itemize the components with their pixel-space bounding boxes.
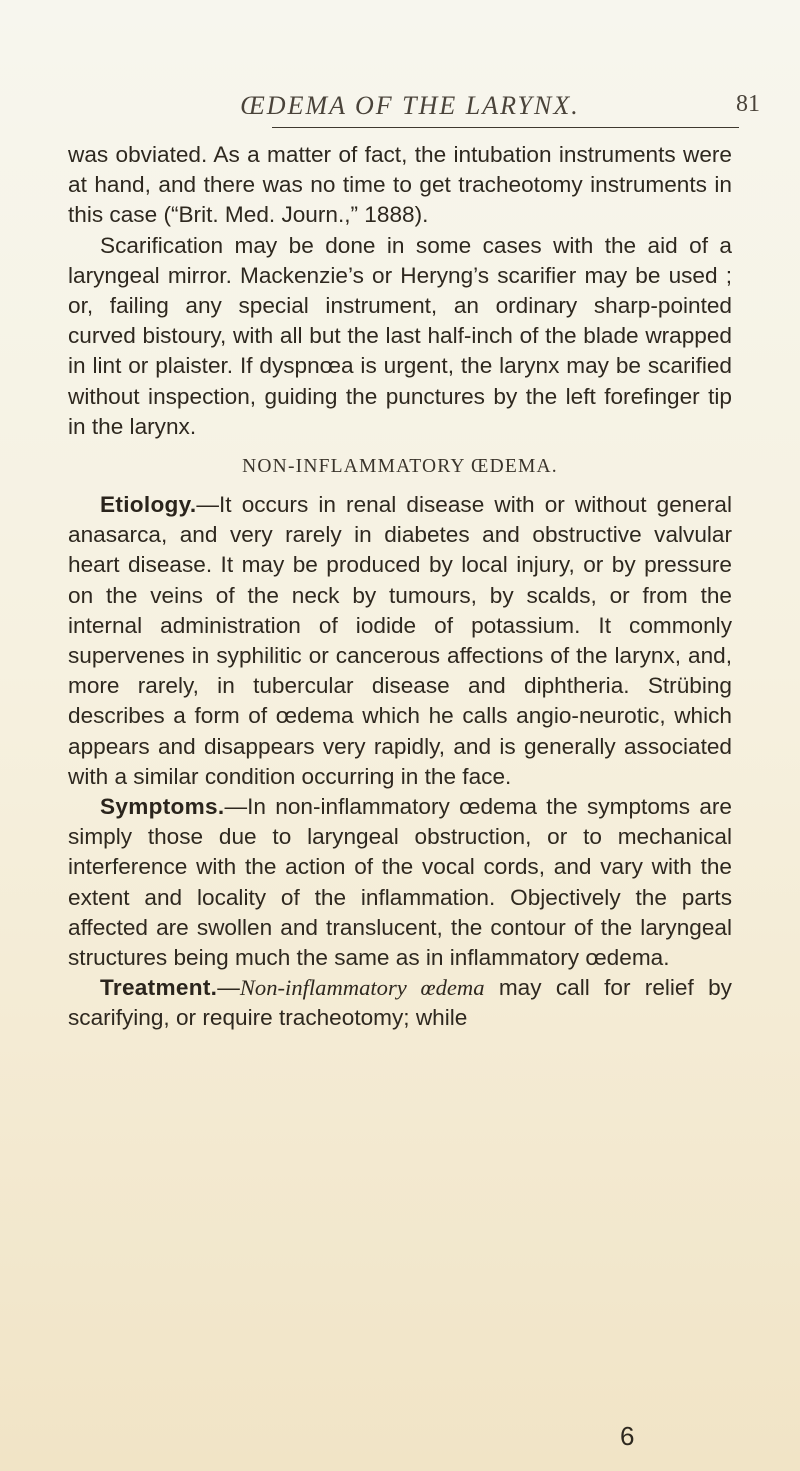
page-header <box>60 91 760 127</box>
signature-mark: 6 <box>620 1421 635 1451</box>
paragraph-symptoms <box>68 792 732 973</box>
treatment-dash: — <box>217 975 240 1001</box>
paragraph-continuation: was obviated. As a matter of fact, the intubation instruments were at hand, and there was no time to get tracheotomy instruments in this case (“Brit. Med. Journ.,” 1888). <box>68 142 732 228</box>
body-text <box>68 140 732 1034</box>
etiology-label: Etiology. <box>100 492 197 518</box>
paragraph-treatment <box>68 973 732 1033</box>
treatment-label: Treatment. <box>100 975 218 1001</box>
symptoms-text: —In non-inflammatory œdema the symptoms are simply those due to laryngeal obstruction, or to mechanical interference with the action of the vocal cords, and vary with the extent and locality of the inflammation. Objectively the parts affected are swollen and translucent, the contour of the laryngeal structures being much the same as in inflammatory œdema. <box>68 794 732 971</box>
section-heading: NON-INFLAMMATORY ŒDEMA. <box>242 456 558 478</box>
paragraph-scarification: Scarification may be done in some cases with the aid of a laryngeal mirror. Mackenzie’s or Heryng’s scarifier may be used ; or, failing any special instrument, an ordinary sharp-pointed curved bistoury, with all but the last half-inch of the blade wrapped in lint or plaister. If dyspnœa is urgent, the larynx may be scarified without inspection, guiding the punctures by the left forefinger tip in the larynx. <box>68 232 732 439</box>
page-number: 81 <box>736 91 760 117</box>
treatment-italic: Non-inflammatory œdema <box>239 975 485 1001</box>
symptoms-label: Symptoms. <box>100 794 225 820</box>
running-title: ŒDEMA OF THE LARYNX. <box>240 91 580 120</box>
etiology-text: —It occurs in renal disease with or without general anasarca, and very rarely in diabetes and obstructive valvular heart disease. It may be produced by local injury, or by pressure on the veins of the neck by tumours, by scalds, or from the internal administration of iodide of potassium. It commonly supervenes in syphilitic or cancerous affections of the larynx, and, more rarely, in tubercular disease and diphtheria. Strübing describes a form of œdema which he calls angio-neurotic, which appears and disappears very rapidly, and is generally associated with a similar condition occurring in the face. <box>68 492 732 789</box>
header-rule <box>272 127 739 128</box>
paragraph-etiology <box>68 490 732 792</box>
treatment-text: may call for relief by scarifying, or require tracheotomy; while <box>68 975 732 1031</box>
